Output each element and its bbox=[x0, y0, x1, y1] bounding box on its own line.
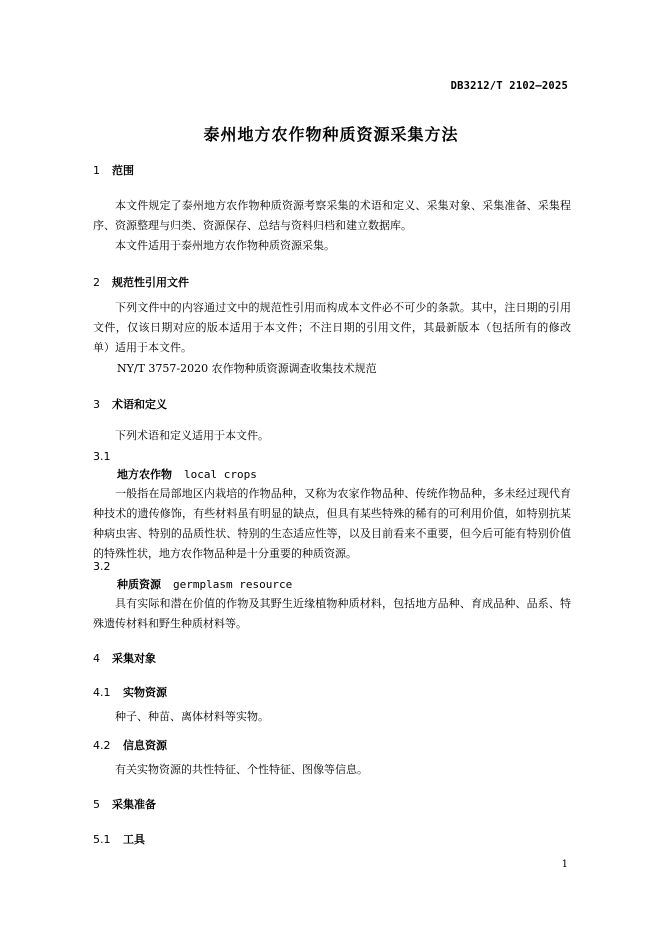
section-number: 2 bbox=[93, 276, 100, 289]
subsection-5-1-heading bbox=[93, 831, 145, 847]
subsection-4-2-heading bbox=[93, 737, 167, 753]
section-title: 范围 bbox=[112, 164, 134, 177]
section-title: 规范性引用文件 bbox=[112, 276, 189, 289]
page-number: 1 bbox=[561, 859, 568, 870]
term-2-cn: 种质资源 bbox=[117, 578, 161, 591]
subsection-number: 4.2 bbox=[93, 739, 111, 752]
section-5-heading bbox=[93, 796, 156, 812]
section-number: 5 bbox=[93, 798, 100, 811]
document-code: DB3212/T 2102—2025 bbox=[450, 80, 568, 92]
section-3-paragraph-1: 下列术语和定义适用于本文件。 bbox=[115, 429, 269, 442]
section-title: 采集对象 bbox=[112, 652, 156, 665]
section-title: 术语和定义 bbox=[112, 398, 167, 411]
subsection-4-1-text: 种子、种苗、离体材料等实物。 bbox=[115, 710, 269, 723]
term-2-en: germplasm resource bbox=[173, 578, 293, 591]
section-number: 4 bbox=[93, 652, 100, 665]
section-1-paragraph-1: 本文件规定了泰州地方农作物种质资源考察采集的术语和定义、采集对象、采集准备、采集程序、资源整理与归类、资源保存、总结与资料归档和建立数据库。 bbox=[93, 199, 571, 232]
subsection-title: 信息资源 bbox=[123, 739, 167, 752]
term-2-definition: 具有实际和潜在价值的作物及其野生近缘植物种质材料，包括地方品种、育成品种、品系、特殊遗传材料和野生种质材料等。 bbox=[93, 597, 571, 630]
term-1-heading bbox=[117, 466, 257, 482]
section-number: 1 bbox=[93, 164, 100, 177]
term-2-heading bbox=[117, 576, 292, 592]
section-1-paragraph-2: 本文件适用于泰州地方农作物种质资源采集。 bbox=[115, 239, 335, 252]
subsection-number: 5.1 bbox=[93, 833, 111, 846]
term-1-number: 3.1 bbox=[93, 450, 111, 463]
subsection-title: 实物资源 bbox=[123, 686, 167, 699]
term-2-number: 3.2 bbox=[93, 560, 111, 573]
normative-reference: NY/T 3757-2020 农作物种质资源调查收集技术规范 bbox=[117, 362, 377, 375]
section-4-heading bbox=[93, 650, 156, 666]
section-title: 采集准备 bbox=[112, 798, 156, 811]
document-title: 泰州地方农作物种质资源采集方法 bbox=[203, 125, 459, 144]
subsection-4-2-text: 有关实物资源的共性特征、个性特征、图像等信息。 bbox=[115, 763, 368, 776]
section-2-paragraph-1: 下列文件中的内容通过文中的规范性引用而构成本文件必不可少的条款。其中，注日期的引用文件，仅该日期对应的版本适用于本文件；不注日期的引用文件，其最新版本（包括所有的修改单）适用于本文件。 bbox=[93, 301, 571, 354]
term-1-definition: 一般指在局部地区内栽培的作物品种，又称为农家作物品种、传统作物品种，多未经过现代育种技术的遗传修饰，有些材料虽有明显的缺点，但具有某些特殊的稀有的可利用价值，如特别抗某种病虫害、特别的品质性状、特别的生态适应性等，以及目前看来不重要，但今后可能有特别价值的特殊性状，地方农作物品种是十分重要的种质资源。 bbox=[93, 487, 571, 560]
subsection-title: 工具 bbox=[123, 833, 145, 846]
term-1-en: local crops bbox=[184, 468, 257, 481]
section-number: 3 bbox=[93, 398, 100, 411]
section-2-heading bbox=[93, 274, 189, 290]
subsection-4-1-heading bbox=[93, 684, 167, 700]
section-3-heading bbox=[93, 396, 167, 412]
section-1-heading bbox=[93, 162, 134, 178]
subsection-number: 4.1 bbox=[93, 686, 111, 699]
term-1-cn: 地方农作物 bbox=[117, 468, 172, 481]
